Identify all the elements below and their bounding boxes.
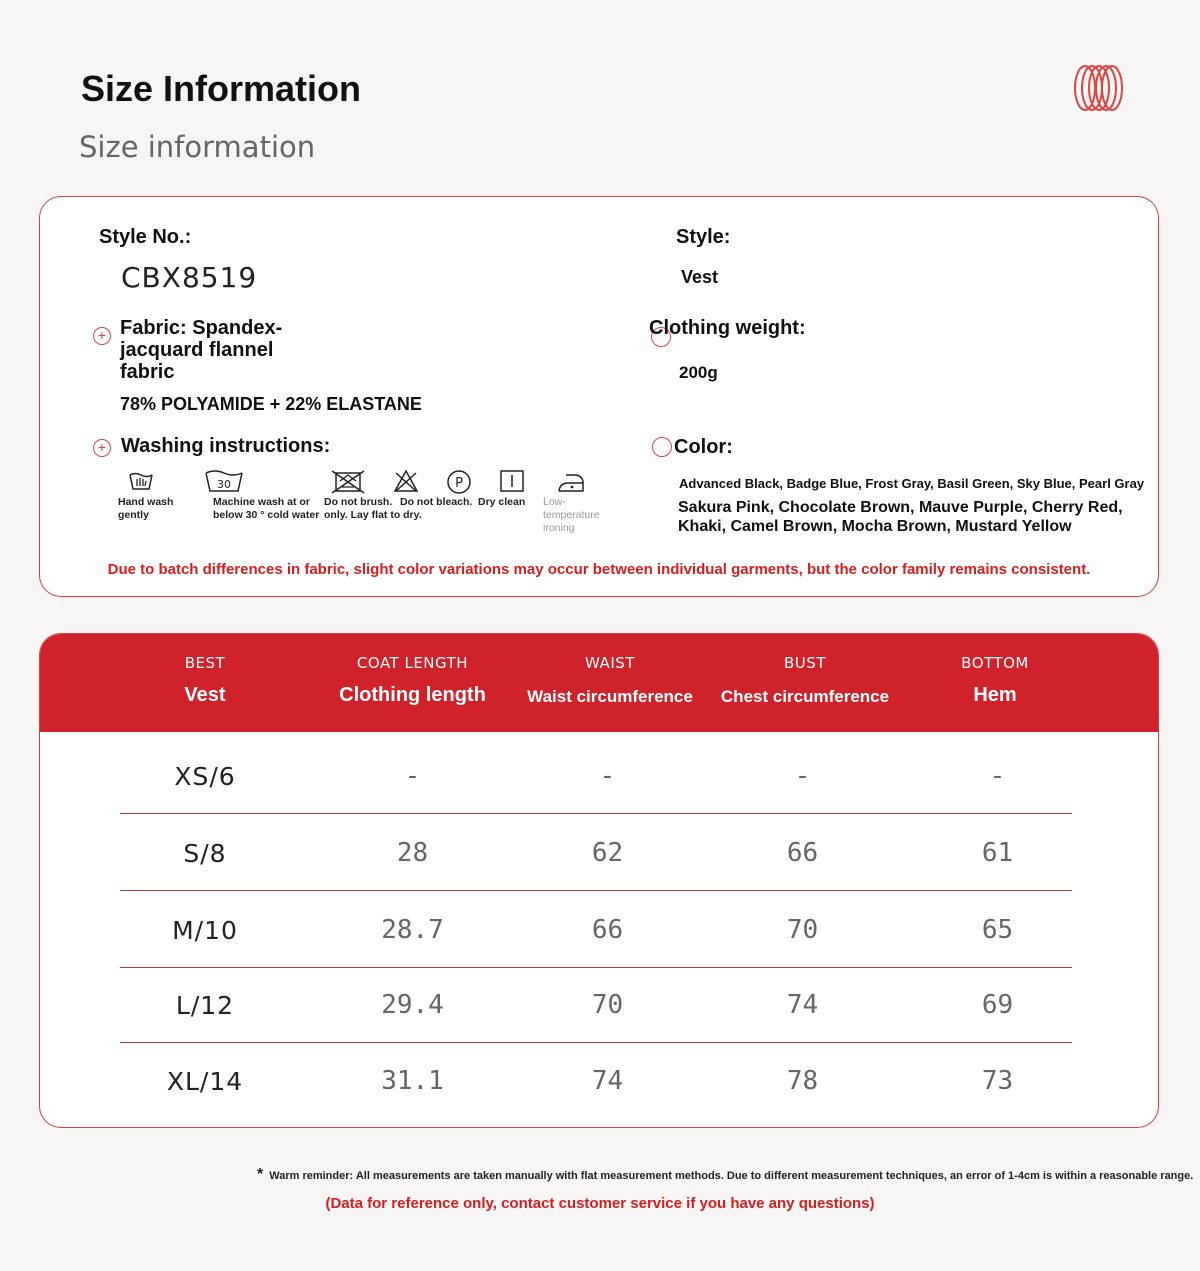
do-not-brush-caption: Do not brush. only. Lay flat to dry.	[324, 496, 422, 521]
dry-clean-icon	[446, 469, 472, 495]
style-no-value: CBX8519	[121, 261, 258, 294]
washing-icons	[116, 469, 616, 539]
low-temp-iron-icon	[556, 469, 586, 495]
header-col-bust: BUST Chest circumference	[720, 654, 890, 706]
table-row: XS/6 - - - -	[120, 739, 1072, 814]
do-not-bleach-caption: Do not bleach.	[400, 496, 473, 508]
header-col-length: COAT LENGTH Clothing length	[339, 654, 486, 706]
page-title: Size Information	[81, 68, 362, 109]
colors-line-3: Khaki, Camel Brown, Mocha Brown, Mustard Yellow	[678, 518, 1072, 535]
do-not-brush-icon	[330, 469, 366, 495]
machine-wash-caption: Machine wash at or below 30 ° cold water	[213, 496, 320, 521]
color-label: Color:	[674, 436, 733, 458]
header-col-vest: BEST Vest	[184, 654, 226, 706]
reference-note: (Data for reference only, contact customer service if you have any questions)	[325, 1195, 875, 1212]
hand-wash-icon	[128, 469, 154, 493]
hand-wash-caption: Hand wash gently	[118, 496, 174, 521]
plus-icon: +	[93, 439, 111, 457]
svg-text:P: P	[455, 476, 463, 491]
table-row: M/10 28.7 66 70 65	[120, 893, 1072, 968]
dry-clean-caption: Dry clean	[478, 496, 526, 508]
colors-line-1: Advanced Black, Badge Blue, Frost Gray, Basil Green, Sky Blue, Pearl Gray	[679, 476, 1145, 491]
svg-text:30: 30	[217, 478, 231, 491]
style-value: Vest	[681, 267, 719, 287]
header-col-hem: BOTTOM Hem	[961, 654, 1029, 706]
lay-flat-icon	[499, 469, 525, 493]
washing-label: Washing instructions:	[121, 435, 331, 457]
machine-wash-30-icon	[204, 469, 244, 493]
table-row: XL/14 31.1 74 78 73	[166, 1066, 1014, 1096]
weight-value: 200g	[679, 363, 718, 382]
size-table-header	[40, 634, 1158, 732]
plus-icon: +	[93, 327, 111, 345]
fabric-label: Fabric: Spandex- jacquard flannel fabric	[120, 317, 283, 383]
product-info-card	[39, 196, 1159, 597]
do-not-bleach-icon	[393, 469, 419, 493]
weight-label: Clothing weight:	[649, 317, 806, 339]
star-icon: *	[257, 1166, 264, 1183]
rings-logo-icon	[1072, 63, 1124, 113]
circle-icon	[652, 437, 672, 457]
style-label: Style:	[676, 226, 731, 248]
warm-reminder: * Warm reminder: All measurements are taken manually with flat measurement methods. Due to different measurement techniques, an error of 1-4cm is within a reasonable range.	[257, 1166, 1194, 1183]
table-row: L/12 29.4 70 74 69	[120, 968, 1072, 1043]
colors-line-2: Sakura Pink, Chocolate Brown, Mauve Purple, Cherry Red,	[678, 499, 1123, 516]
fabric-composition: 78% POLYAMIDE + 22% ELASTANE	[120, 394, 422, 414]
table-row: S/8 28 62 66 61	[120, 816, 1072, 891]
style-no-label: Style No.:	[99, 226, 192, 248]
size-table-card	[39, 633, 1159, 1128]
header-col-waist: WAIST Waist circumference	[527, 654, 693, 706]
color-variation-notice: Due to batch differences in fabric, slight color variations may occur between individual garments, but the color family remains consistent.	[107, 561, 1091, 578]
low-temp-iron-caption: Low-temperature ironing	[543, 496, 600, 534]
page-subtitle: Size information	[79, 130, 316, 164]
